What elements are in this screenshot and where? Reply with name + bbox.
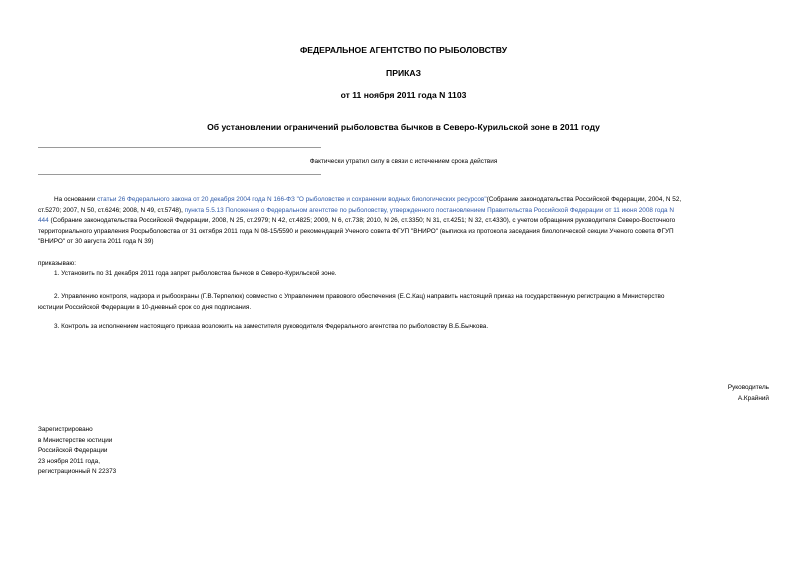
- registration-block: [38, 425, 288, 478]
- document-date-number: от 11 ноября 2011 года N 1103: [340, 90, 467, 100]
- order-item-2: 2. Управлению контроля, надзора и рыбоохраны (Г.В.Терпелюк) совместно с Управлением правового обеспечения (Е.С.Кац) направить настоящий приказ на государственную регистрацию в Министерство юстиции Российской Федерации в 10-дневный срок со дня подписания.: [38, 293, 665, 311]
- preamble-paragraph: [38, 195, 769, 248]
- divider-top: [38, 147, 321, 148]
- signature-block: [569, 383, 769, 404]
- registration-line-1: Зарегистрировано: [38, 426, 93, 433]
- preamble-line-1: На основании статьи 26 Федерального закона от 20 декабря 2004 года N 166-ФЗ "О рыболовстве и сохранении водных биологических ресурсов"(Собрание законодательства Российской Федерации, 2004, N 52,: [54, 196, 682, 203]
- registration-line-4: 23 ноября 2011 года,: [38, 457, 100, 465]
- registration-line-5: регистрационный N 22373: [38, 468, 117, 475]
- document-title: Об установлении ограничений рыболовства бычков в Северо-Курильской зоне в 2011 году: [207, 122, 600, 132]
- order-item-3: 3. Контроль за исполнением настоящего приказа возложить на заместителя руководителя Федерального агентства по рыболовству В.Б.Бычкова.: [54, 323, 489, 330]
- regulation-number-link[interactable]: 444: [38, 217, 49, 224]
- order-item-1: 1. Установить по 31 декабря 2011 года запрет рыболовства бычков в Северо-Курильской зоне.: [54, 270, 337, 277]
- regulation-clause-link[interactable]: пункта 5.5.13 Положения о Федеральном агентстве по рыболовству, утвержденного постановлением Правительства Российской Федерации от 11 июня 2008 года N: [184, 206, 674, 214]
- preamble-line-3: 444 (Собрание законодательства Российской Федерации, 2008, N 25, ст.2979; N 42, ст.4825; 2009, N 6, ст.738; 2010, N 26, ст.3350; N 31, ст.4251; N 32, ст.4330), с учетом обращения руководителя Северо-Восточного: [38, 217, 676, 224]
- law-166-fz-link[interactable]: статьи 26 Федерального закона от 20 декабря 2004 года N 166-ФЗ "О рыболовстве и сохранении водных биологических ресурсов": [97, 196, 487, 203]
- registration-line-2: в Министерстве юстиции: [38, 436, 113, 444]
- order-word: приказываю:: [38, 260, 76, 267]
- document-type: ПРИКАЗ: [386, 68, 421, 78]
- registration-line-3: Российской Федерации: [38, 447, 108, 454]
- signatory-name: А.Крайний: [737, 394, 769, 402]
- preamble-line-2: ст.5270; 2007, N 50, ст.6246; 2008, N 49, ст.5748), пункта 5.5.13 Положения о Федеральном агентстве по рыболовству, утвержденного постановлением Правительства Российской Федерации от 11 июня 2008 года N: [38, 206, 674, 214]
- preamble-line-4: территориального управления Росрыболовства от 31 октября 2011 года N 08-15/5590 и рекомендаций Ученого совета ФГУП "ВНИРО" (выписка из протокола заседания биологической секции Ученого совета ФГУП: [38, 227, 674, 235]
- divider-bottom: [38, 174, 321, 175]
- signatory-position: Руководитель: [727, 384, 769, 391]
- agency-name: ФЕДЕРАЛЬНОЕ АГЕНТСТВО ПО РЫБОЛОВСТВУ: [299, 45, 508, 55]
- preamble-line-5: "ВНИРО" от 30 августа 2011 года N 39): [38, 238, 154, 245]
- status-note: Фактически утратил силу в связи с истечением срока действия: [309, 158, 498, 165]
